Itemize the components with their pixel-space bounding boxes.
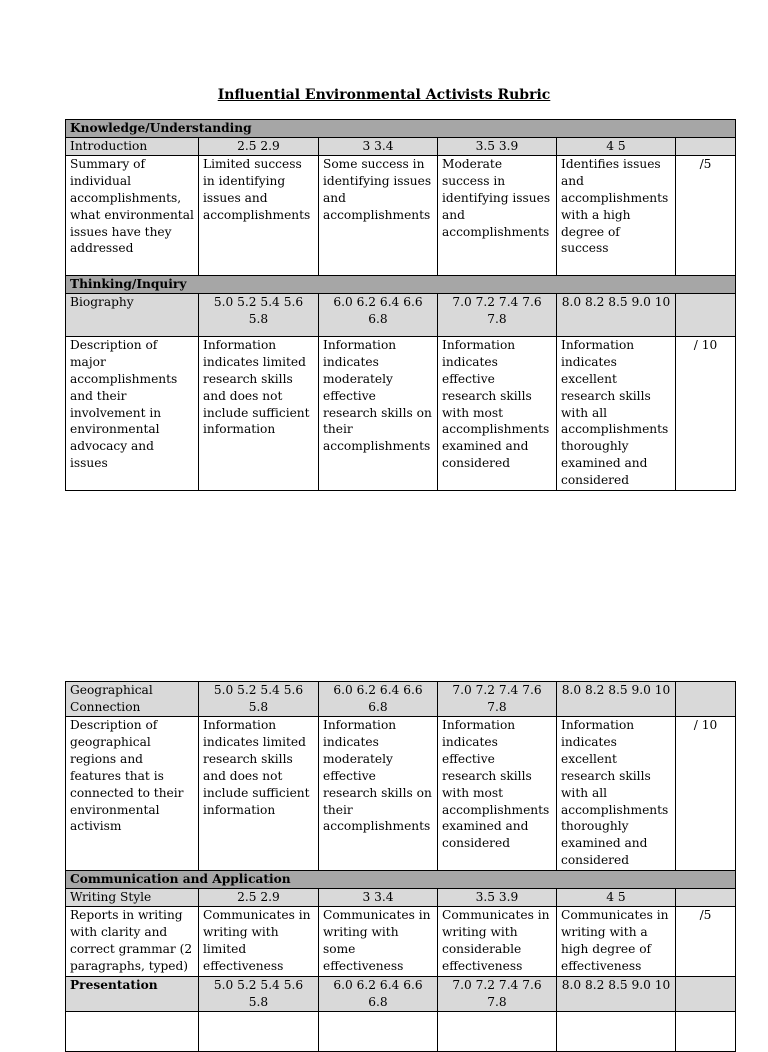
rubric-table-2 bbox=[65, 681, 736, 1052]
descriptor-cell: Communicates in writing with a high degree of effectiveness bbox=[557, 906, 676, 976]
level-cell: 3.5 3.9 bbox=[438, 889, 557, 907]
level-cell: 6.0 6.2 6.4 6.6 6.8 bbox=[319, 293, 438, 336]
level-row-introduction bbox=[66, 138, 736, 156]
descriptor-cell: Information indicates effective research skills with most accomplishments examined and considered bbox=[438, 717, 557, 871]
descriptor-cell: Identifies issues and accomplishments with a high degree of success bbox=[557, 155, 676, 275]
level-cell: 7.0 7.2 7.4 7.6 7.8 bbox=[438, 682, 557, 717]
criterion-cell: Summary of individual accomplishments, what environmental issues have they addressed bbox=[66, 155, 199, 275]
descriptor-cell: Information indicates effective research skills with most accomplishments examined and considered bbox=[438, 336, 557, 490]
descriptor-row-presentation bbox=[66, 1011, 736, 1051]
descriptor-cell: Information indicates limited research skills and does not include sufficient information bbox=[199, 336, 319, 490]
empty-cell bbox=[319, 1011, 438, 1051]
rubric-table-1 bbox=[65, 119, 736, 491]
descriptor-cell: Some success in identifying issues and accomplishments bbox=[319, 155, 438, 275]
mark-cell: /5 bbox=[676, 155, 736, 275]
level-row-presentation bbox=[66, 976, 736, 1011]
level-cell: 5.0 5.2 5.4 5.6 5.8 bbox=[199, 682, 319, 717]
empty-cell bbox=[557, 1011, 676, 1051]
level-cell: 6.0 6.2 6.4 6.6 6.8 bbox=[319, 682, 438, 717]
mark-cell: /5 bbox=[676, 906, 736, 976]
empty-cell bbox=[66, 1011, 199, 1051]
rubric-title: Influential Environmental Activists Rubric bbox=[217, 87, 551, 103]
row-label-geographical: Geographical Connection bbox=[66, 682, 199, 717]
descriptor-cell: Communicates in writing with limited effectiveness bbox=[199, 906, 319, 976]
descriptor-row-introduction bbox=[66, 155, 736, 275]
level-cell: 6.0 6.2 6.4 6.6 6.8 bbox=[319, 976, 438, 1011]
level-cell: 3 3.4 bbox=[319, 138, 438, 156]
level-cell: 3 3.4 bbox=[319, 889, 438, 907]
descriptor-row-geographical bbox=[66, 717, 736, 871]
descriptor-cell: Limited success in identifying issues and accomplishments bbox=[199, 155, 319, 275]
descriptor-row-biography bbox=[66, 336, 736, 490]
level-cell: 2.5 2.9 bbox=[199, 138, 319, 156]
empty-cell bbox=[676, 1011, 736, 1051]
empty-mark-cell bbox=[676, 138, 736, 156]
level-cell: 4 5 bbox=[557, 889, 676, 907]
level-cell: 2.5 2.9 bbox=[199, 889, 319, 907]
criterion-cell: Reports in writing with clarity and correct grammar (2 paragraphs, typed) bbox=[66, 906, 199, 976]
descriptor-cell: Moderate success in identifying issues and accomplishments bbox=[438, 155, 557, 275]
section-heading-knowledge: Knowledge/Understanding bbox=[66, 120, 736, 138]
row-label-introduction: Introduction bbox=[66, 138, 199, 156]
section-heading-thinking: Thinking/Inquiry bbox=[66, 275, 736, 293]
criterion-cell: Description of major accomplishments and their involvement in environmental advocacy and issues bbox=[66, 336, 199, 490]
empty-mark-cell bbox=[676, 682, 736, 717]
descriptor-cell: Information indicates excellent research skills with all accomplishments thoroughly examined and considered bbox=[557, 717, 676, 871]
descriptor-cell: Information indicates limited research skills and does not include sufficient information bbox=[199, 717, 319, 871]
level-cell: 4 5 bbox=[557, 138, 676, 156]
empty-mark-cell bbox=[676, 976, 736, 1011]
descriptor-row-writing bbox=[66, 906, 736, 976]
row-label-presentation: Presentation bbox=[66, 976, 199, 1011]
section-row-communication bbox=[66, 871, 736, 889]
level-row-geographical bbox=[66, 682, 736, 717]
empty-cell bbox=[199, 1011, 319, 1051]
empty-cell bbox=[438, 1011, 557, 1051]
level-cell: 8.0 8.2 8.5 9.0 10 bbox=[557, 293, 676, 336]
mark-cell: / 10 bbox=[676, 717, 736, 871]
mark-cell: / 10 bbox=[676, 336, 736, 490]
level-cell: 8.0 8.2 8.5 9.0 10 bbox=[557, 976, 676, 1011]
section-heading-communication: Communication and Application bbox=[66, 871, 736, 889]
criterion-cell: Description of geographical regions and features that is connected to their environmental activism bbox=[66, 717, 199, 871]
level-cell: 5.0 5.2 5.4 5.6 5.8 bbox=[199, 976, 319, 1011]
empty-mark-cell bbox=[676, 889, 736, 907]
descriptor-cell: Communicates in writing with considerable effectiveness bbox=[438, 906, 557, 976]
row-label-biography: Biography bbox=[66, 293, 199, 336]
row-label-writing: Writing Style bbox=[66, 889, 199, 907]
section-row-thinking bbox=[66, 275, 736, 293]
descriptor-cell: Communicates in writing with some effectiveness bbox=[319, 906, 438, 976]
descriptor-cell: Information indicates moderately effective research skills on their accomplishments bbox=[319, 717, 438, 871]
level-cell: 3.5 3.9 bbox=[438, 138, 557, 156]
section-row-knowledge bbox=[66, 120, 736, 138]
level-cell: 7.0 7.2 7.4 7.6 7.8 bbox=[438, 976, 557, 1011]
descriptor-cell: Information indicates moderately effective research skills on their accomplishments bbox=[319, 336, 438, 490]
level-row-writing bbox=[66, 889, 736, 907]
descriptor-cell: Information indicates excellent research skills with all accomplishments thoroughly examined and considered bbox=[557, 336, 676, 490]
level-cell: 8.0 8.2 8.5 9.0 10 bbox=[557, 682, 676, 717]
level-cell: 7.0 7.2 7.4 7.6 7.8 bbox=[438, 293, 557, 336]
level-cell: 5.0 5.2 5.4 5.6 5.8 bbox=[199, 293, 319, 336]
empty-mark-cell bbox=[676, 293, 736, 336]
level-row-biography bbox=[66, 293, 736, 336]
